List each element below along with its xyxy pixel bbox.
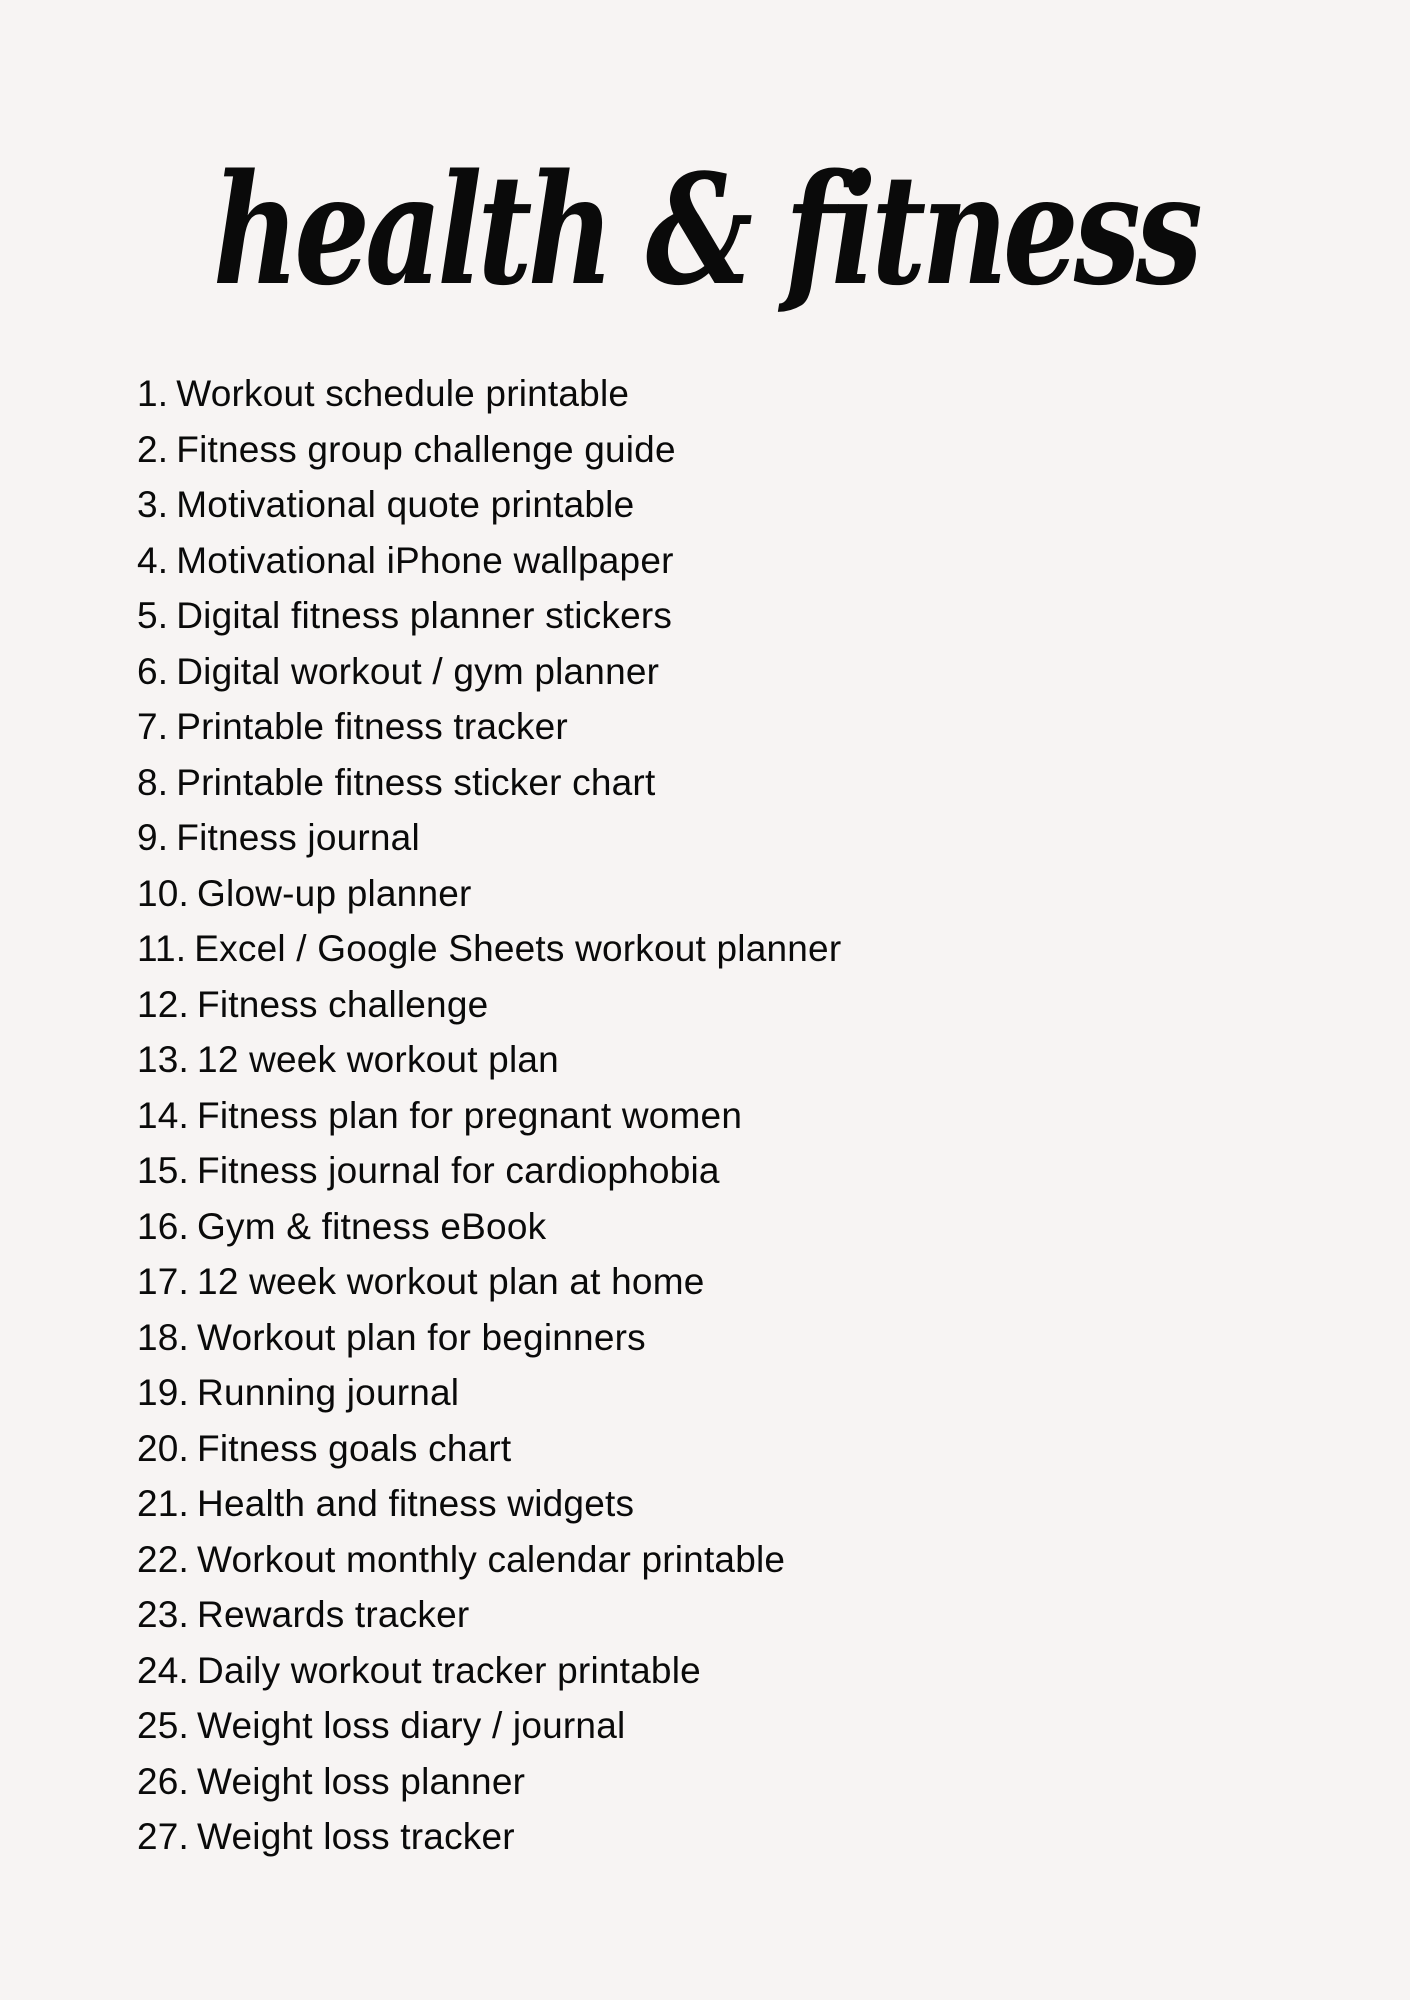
item-number: 12. — [137, 983, 190, 1025]
item-number: 15. — [137, 1150, 190, 1191]
ideas-list — [137, 366, 841, 1865]
item-label: Health and fitness widgets — [197, 1483, 635, 1524]
item-number: 17. — [137, 1261, 190, 1302]
list-item — [137, 1199, 841, 1255]
item-number: 25. — [137, 1705, 190, 1746]
list-item — [137, 921, 841, 977]
item-number: 2. — [137, 428, 169, 470]
list-item — [137, 1532, 841, 1588]
item-label: Fitness journal — [176, 817, 420, 858]
item-number: 13. — [137, 1039, 190, 1080]
list-item — [137, 1254, 841, 1310]
item-number: 5. — [137, 595, 169, 636]
item-label: Workout monthly calendar printable — [197, 1538, 786, 1580]
list-item — [137, 477, 841, 533]
item-number: 8. — [137, 761, 169, 803]
item-label: Printable fitness tracker — [176, 706, 568, 747]
item-label: Workout plan for beginners — [197, 1316, 646, 1358]
list-item — [137, 699, 841, 755]
item-label: Fitness goals chart — [197, 1427, 512, 1469]
item-label: Printable fitness sticker chart — [176, 761, 656, 803]
item-number: 19. — [137, 1372, 190, 1413]
list-item — [137, 366, 841, 422]
list-item — [137, 644, 841, 700]
item-number: 20. — [137, 1427, 190, 1469]
item-number: 11. — [137, 928, 187, 969]
item-number: 18. — [137, 1316, 190, 1358]
item-label: Fitness plan for pregnant women — [197, 1094, 743, 1136]
item-number: 27. — [137, 1816, 190, 1857]
item-number: 1. — [137, 373, 169, 414]
list-item — [137, 533, 841, 589]
item-label: Running journal — [197, 1372, 460, 1413]
list-item — [137, 1587, 841, 1643]
list-item — [137, 1754, 841, 1810]
item-label: Motivational quote printable — [176, 484, 635, 525]
item-label: Fitness journal for cardiophobia — [197, 1150, 720, 1191]
item-number: 23. — [137, 1594, 190, 1635]
item-label: Digital fitness planner stickers — [176, 595, 673, 636]
list-item — [137, 1088, 841, 1144]
list-item — [137, 866, 841, 922]
page-title: health & fitness — [212, 140, 1198, 319]
item-label: Workout schedule printable — [176, 373, 630, 414]
item-number: 21. — [137, 1483, 190, 1524]
list-item — [137, 1310, 841, 1366]
list-item — [137, 422, 841, 478]
item-label: Excel / Google Sheets workout planner — [194, 928, 842, 969]
item-number: 14. — [137, 1094, 190, 1136]
item-number: 22. — [137, 1538, 190, 1580]
item-label: 12 week workout plan — [197, 1039, 559, 1080]
item-number: 16. — [137, 1205, 190, 1247]
list-item — [137, 1476, 841, 1532]
item-number: 24. — [137, 1649, 190, 1691]
item-number: 9. — [137, 817, 169, 858]
list-item — [137, 1698, 841, 1754]
item-label: Motivational iPhone wallpaper — [176, 539, 674, 581]
item-number: 3. — [137, 484, 169, 525]
item-label: Digital workout / gym planner — [176, 650, 660, 692]
item-label: Weight loss diary / journal — [197, 1705, 626, 1746]
item-label: Gym & fitness eBook — [197, 1205, 547, 1247]
item-label: Glow-up planner — [197, 872, 472, 914]
list-item — [137, 588, 841, 644]
item-label: Fitness challenge — [197, 983, 489, 1025]
list-item — [137, 1421, 841, 1477]
item-number: 7. — [137, 706, 169, 747]
list-item — [137, 1643, 841, 1699]
list-item — [137, 1809, 841, 1865]
item-number: 10. — [137, 872, 190, 914]
item-number: 26. — [137, 1760, 190, 1802]
list-item — [137, 1365, 841, 1421]
list-item — [137, 755, 841, 811]
item-label: Fitness group challenge guide — [176, 428, 676, 470]
item-label: Weight loss planner — [197, 1760, 526, 1802]
list-item — [137, 1032, 841, 1088]
item-label: Daily workout tracker printable — [197, 1649, 701, 1691]
list-item — [137, 977, 841, 1033]
item-label: Rewards tracker — [197, 1594, 470, 1635]
list-item — [137, 1143, 841, 1199]
item-number: 6. — [137, 650, 169, 692]
list-item — [137, 810, 841, 866]
item-number: 4. — [137, 539, 169, 581]
item-label: Weight loss tracker — [197, 1816, 515, 1857]
item-label: 12 week workout plan at home — [197, 1261, 705, 1302]
